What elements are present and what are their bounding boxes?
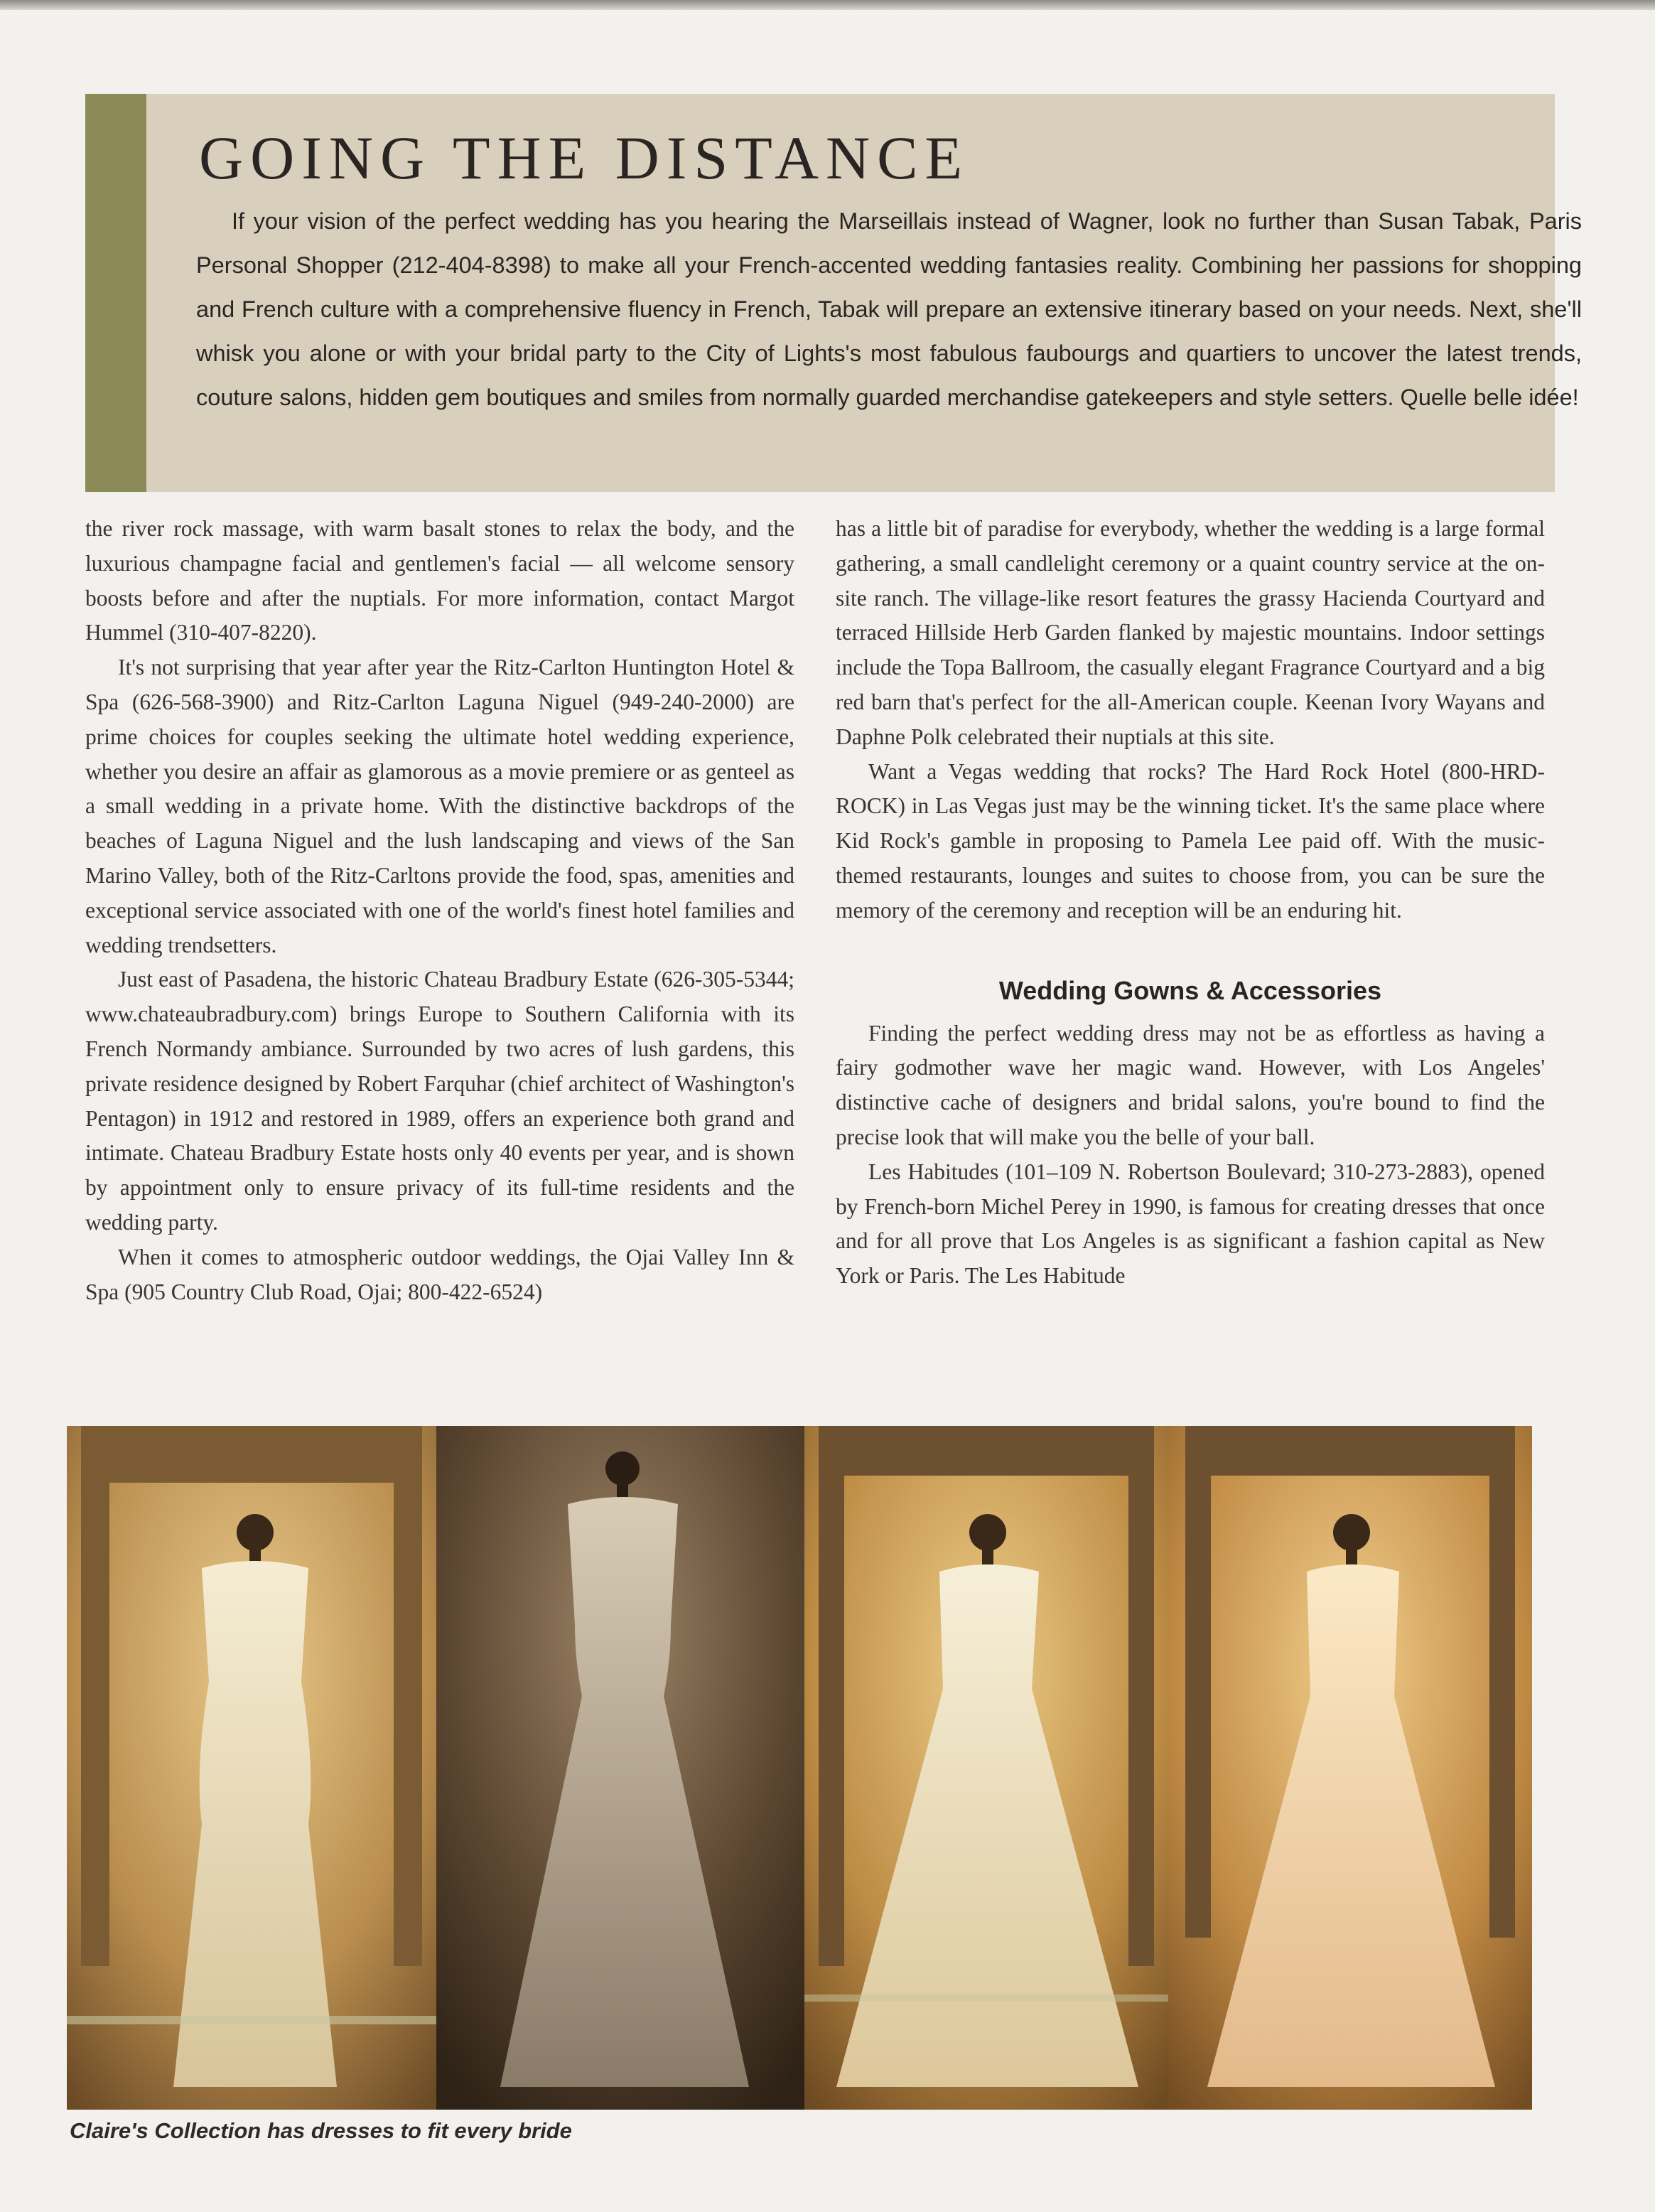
sidebar-title: GOING THE DISTANCE: [199, 124, 970, 192]
paragraph: Want a Vegas wedding that rocks? The Hard Rock Hotel (800-HRD-ROCK) in Las Vegas just may be the winning ticket. It's the same place where Kid Rock's gamble in proposing to Pamela Lee paid off. With the music-themed restaurants, lounges and suites to choose from, you can be sure the memory of the ceremony and reception will be an enduring hit.: [836, 758, 1545, 923]
wedding-gown-icon: [1168, 1426, 1532, 2110]
wedding-gown-icon: [804, 1426, 1168, 2110]
photo-caption: Claire's Collection has dresses to fit every bride: [70, 2118, 572, 2143]
gown-photo-2: [436, 1426, 804, 2110]
section-heading: Wedding Gowns & Accessories: [998, 975, 1382, 1005]
gown-photo-1: [67, 1426, 436, 2110]
photo-strip: [67, 1426, 1532, 2110]
page-top-edge: [0, 0, 1655, 10]
paragraph: Les Habitudes (101–109 N. Robertson Boulevard; 310-273-2883), opened by French-born Michel Perey in 1990, is famous for creating dresses that once and for all prove that Los Angeles is as significant a fashion capital as New York or Paris. The Les Habitude: [836, 1159, 1545, 1289]
wedding-gown-icon: [67, 1426, 436, 2110]
paragraph: Finding the perfect wedding dress may not be as effortless as having a fairy godmother wave her magic wand. However, with Los Angeles' distinctive cache of designers and bridal salons, you're bound to find the precise look that will make you the belle of your ball.: [836, 1020, 1545, 1149]
paragraph: the river rock massage, with warm basalt stones to relax the body, and the luxurious champagne facial and gentlemen's facial — all welcome sensory boosts before and after the nuptials. For more information, contact Margot Hummel (310-407-8220).: [85, 516, 794, 645]
paragraph: It's not surprising that year after year the Ritz-Carlton Huntington Hotel & Spa (626-568-3900) and Ritz-Carlton Laguna Niguel (949-240-2000) are prime choices for couples seeking the ultimate hotel wedding experience, whether you desire an affair as glamorous as a movie premiere or as genteel as a small wedding in a private home. With the distinctive backdrops of the beaches of Laguna Niguel and the lush landscaping and views of the San Marino Valley, both of the Ritz-Carltons provide the food, spas, amenities and exceptional service associated with one of the world's finest hotel families and wedding trendsetters.: [85, 655, 794, 957]
paragraph: Just east of Pasadena, the historic Chateau Bradbury Estate (626-305-5344; www.chateaubradbury.com) brings Europe to Southern California with its French Normandy ambiance. Surrounded by two acres of lush gardens, this private residence designed by Robert Farquhar (chief architect of Washington's Pentagon) in 1912 and restored in 1989, offers an experience both grand and intimate. Chateau Bradbury Estate hosts only 40 events per year, and is shown by appointment only to ensure privacy of its full-time residents and the wedding party.: [85, 967, 794, 1235]
paragraph: When it comes to atmospheric outdoor weddings, the Ojai Valley Inn & Spa (905 Country Club Road, Ojai; 800-422-6524): [85, 1244, 794, 1304]
sidebar-box: [85, 94, 1582, 492]
paragraph: has a little bit of paradise for everybody, whether the wedding is a large formal gathering, a small candlelight ceremony or a quaint country service at the on-site ranch. The village-like resort features the grassy Hacienda Courtyard and terraced Hillside Herb Garden flanked by majestic mountains. Indoor settings include the Topa Ballroom, the casually elegant Fragrance Courtyard and a big red barn that's perfect for the all-American couple. Keenan Ivory Wayans and Daphne Polk celebrated their nuptials at this site.: [836, 516, 1545, 749]
column-left: [85, 512, 794, 1309]
gown-photo-4: [1168, 1426, 1532, 2110]
column-right: [836, 512, 1545, 1294]
sidebar-body: If your vision of the perfect wedding has you hearing the Marseillais instead of Wagner, look no further than Susan Tabak, Paris Personal Shopper (212-404-8398) to make all your French-accented wedding fantasies reality. Combining her passions for shopping and French culture with a comprehensive fluency in French, Tabak will prepare an extensive itinerary based on your needs. Next, she'll whisk you alone or with your bridal party to the City of Lights's most fabulous faubourgs and quartiers to uncover the latest trends, couture salons, hidden gem boutiques and smiles from normally guarded merchandise gatekeepers and style setters. Quelle belle idée!: [196, 208, 1582, 410]
sidebar-accent-bar: [85, 94, 146, 492]
wedding-gown-icon: [436, 1426, 804, 2110]
gown-photo-3: [804, 1426, 1168, 2110]
